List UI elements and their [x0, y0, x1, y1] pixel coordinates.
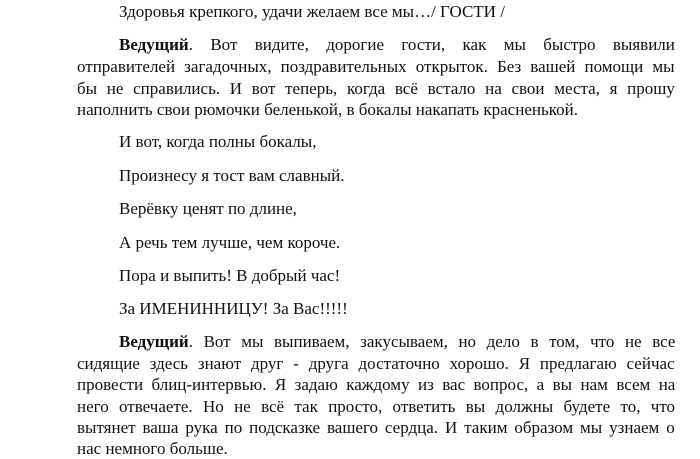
- paragraph-2-line-4: него отвечаете. Но не всё так просто, ответить вы должны будете то, что: [77, 397, 675, 416]
- poem-line: И вот, когда полны бокалы,: [119, 132, 317, 151]
- paragraph-2-line-5: вытянет ваша рука по подсказке вашего сердца. И таким образом мы узнаем о: [77, 418, 675, 437]
- opening-line: Здоровья крепкого, удачи желаем все мы…/ ГОСТИ /: [119, 2, 505, 21]
- paragraph-2-line-1-text: . Вот мы выпиваем, закусываем, но дело в том, что не все: [188, 332, 675, 351]
- poem-line: А речь тем лучше, чем короче.: [119, 233, 341, 252]
- paragraph-1-line-4: наполнить свои рюмочки беленькой, в бокалы накапать красненькой.: [77, 100, 578, 119]
- poem-line: Пора и выпить! В добрый час!: [119, 266, 341, 285]
- paragraph-1-line-3: бы не справились. И вот теперь, когда всё встало на свои места, я прошу: [77, 79, 675, 98]
- paragraph-1-line-2: отправителей загадочных, поздравительных открыток. Без вашей помощи мы: [77, 57, 675, 76]
- speaker-label: Ведущий: [119, 35, 189, 54]
- speaker-label: Ведущий: [119, 332, 189, 351]
- paragraph-2-line-3: провести блиц-интервью. Я задаю каждому из вас вопрос, а вы нам всем на: [77, 375, 675, 394]
- paragraph-1-line-1: [119, 35, 675, 55]
- poem-line: Произнесу я тост вам славный.: [119, 166, 345, 185]
- poem-line: За ИМЕНИННИЦУ! За Вас!!!!!: [119, 299, 348, 318]
- paragraph-1-line-1-text: . Вот видите, дорогие гости, как мы быстро выявили: [188, 35, 675, 54]
- paragraph-2-line-6: нас немного больше.: [77, 439, 228, 458]
- paragraph-2-line-2: сидящие здесь знают друг - друга достаточно хорошо. Я предлагаю сейчас: [77, 354, 675, 373]
- poem-line: Верёвку ценят по длине,: [119, 199, 297, 218]
- paragraph-2-line-1: [119, 332, 675, 352]
